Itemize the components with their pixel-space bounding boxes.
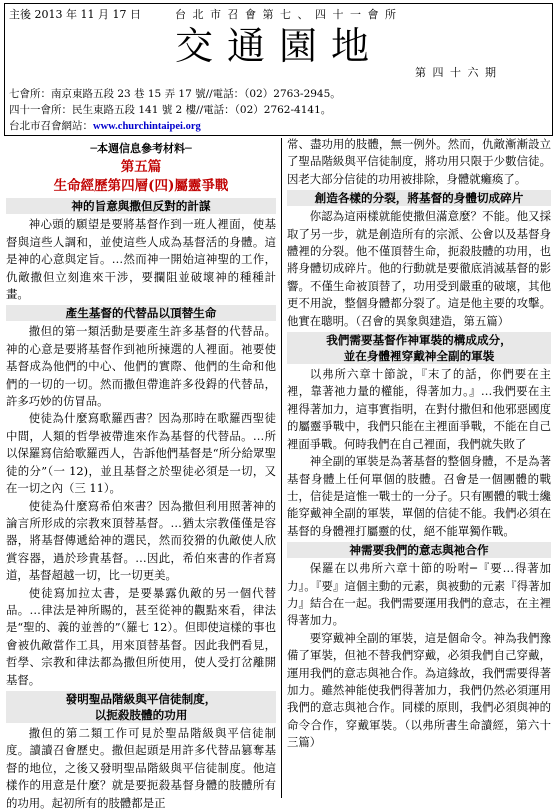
- issue-number: 第 四 十 六 期: [415, 66, 498, 79]
- section-heading-line: 發明聖品階級與平信徒制度，: [65, 691, 217, 706]
- paragraph: 使徒寫加拉太書，是要暴露仇敵的另一個代替品。…律法是神所賜的，甚至從神的觀點來看，律法是“聖的、義的並善的”（羅七 12）。但即使這樣的事也會被仇敵當作工具，用來頂替基督。因此我們看見，哲學、宗教和律法都為撒但所使用，使人受打岔離開基督。: [6, 585, 276, 687]
- chapter-title: 生命經歷第四層(四)屬靈爭戰: [53, 178, 229, 195]
- section-heading: [6, 691, 276, 723]
- section-heading: [287, 332, 551, 364]
- section-heading-line: 以扼殺肢體的功用: [94, 707, 188, 722]
- column-divider: [281, 138, 282, 798]
- website-label: 台北市召會網站：: [9, 120, 93, 132]
- section-heading-line: 我們需要基督作神軍裝的構成成分，: [326, 333, 512, 348]
- paragraph: 保羅在以弗所六章十節的吩咐─『要…得著加力』。『要』這個主動的元素，與被動的元素『得著加力』結合在一起。我們需要運用我們的意志，在主裡得著加力。: [287, 561, 551, 628]
- masthead: [4, 3, 553, 136]
- bulletin-title: 交通園地: [175, 24, 384, 68]
- right-column: [287, 136, 551, 752]
- paragraph: 以弗所六章十節說，『末了的話，你們要在主裡，靠著祂力量的權能，得著加力。』…我們要在主裡得著加力，這事實指明，在對付撒但和他邪惡國度的屬靈爭戰中，我們只能在主裡面爭戰，不能在自己裡面爭戰。何時我們在自己裡面，我們就失敗了: [287, 367, 551, 451]
- section-heading: 產生基督的代替品以頂替生命: [6, 305, 276, 321]
- paragraph: 使徒為什麼寫希伯來書？因為撒但利用照著神的論言所形成的宗教來頂替基督。…猶太宗教僅僅是容器，將基督傳遞給神的選民，然而狡猾的仇敵使人欣賞容器，過於珍貴基督。…因此，希伯來書的作者寫道，基督超越一切，比一切更美。: [6, 498, 276, 583]
- paragraph: 要穿戴神全副的軍裝，這是個命令。神為我們豫備了軍裝，但祂不替我們穿戴，必須我們自己穿戴，運用我們的意志與祂合作。為這緣故，我們需要得著加力。雖然神能使我們得著加力，我們仍然必須運用我們的意志與祂合作。同樣的原則，我們必須與神的命令合作，穿戴軍裝。（以弗所書生命讀經，第六十三篇）: [287, 630, 551, 750]
- paragraph: 你認為這兩樣就能使撒但滿意麼？不能。他又採取了另一步，就是創造所有的宗派、公會以及基督身體裡的分裂。他不僅頂替生命，扼殺肢體的功用，也將身體切成碎片。他的行動就是要徹底消滅基督的影響。不僅生命被頂替了，功用受到嚴重的破壞，其他更不用說，整個身體都分裂了。這是他主要的攻擊。他實在聰明。（召會的異象與建造，第五篇）: [287, 209, 551, 328]
- page: [4, 3, 553, 810]
- chapter-number: 第五篇: [120, 159, 162, 176]
- reference-label: ─本週信息參考材料─: [90, 142, 192, 155]
- church-name: 台 北 市 召 會 第 七 、 四 十 一 會 所: [175, 8, 398, 21]
- paragraph: 撒但的第一類活動是要產生許多基督的代替品。神的心意是要將基督作到祂所揀選的人裡面。祂要使基督成為他們的中心、他們的實際、他們的生命和他們的一切的一切。然而撒但帶進許多役鍀的代替品，許多巧妙的仿冒品。: [6, 324, 276, 409]
- section-heading: 神需要我們的意志與祂合作: [287, 542, 551, 558]
- section-heading: 創造各樣的分裂，將基督的身體切成碎片: [287, 190, 551, 206]
- address-hall-7: 七會所：南京東路五段 23 巷 15 弄 17 號//電話：（02）2763-2945。: [9, 88, 341, 100]
- left-column: [6, 140, 276, 812]
- paragraph: 使徒為什麼寫歌羅西書？因為那時在歌羅西聖徒中間，人類的哲學被帶進來作為基督的代替品。…所以保羅寫信給歌羅西人，告訴他們基督是“所分給眾聖徒的分”（一 12)，並且基督之於聖徒必須是一切，又在一切之內（三 11）。: [6, 411, 276, 496]
- paragraph: 神全副的軍裝是為著基督的整個身體，不是為著基督身體上任何單個的肢體。召會是一個團體的戰士，信徒是這惟一戰士的一分子。只有團體的戰士纔能穿戴神全副的軍裝，單個的信徒不能。我們必須在基督的身體裡打屬靈的仗，絕不能單獨作戰。: [287, 454, 551, 538]
- website-line: [9, 118, 201, 133]
- issue-date: 主後 2013 年 11 月 17 日: [9, 8, 141, 21]
- paragraph: 撒但的第二類工作可見於聖品階級與平信徒制度。讀讀召會歷史。撒但起頭是用許多代替品篡奪基督的地位，之後又發明聖品階級與平信徒制度。他這樣作的用意是什麼？就是要扼殺基督身體的肢體所有的功用。起初所有的肢體都是正: [6, 725, 276, 810]
- section-heading: 神的旨意與撒但反對的計謀: [6, 198, 276, 214]
- website-link[interactable]: www.churchintaipei.org: [93, 121, 201, 132]
- section-heading-line: 並在身體裡穿戴神全副的軍裝: [343, 349, 495, 364]
- address-hall-41: 四十一會所：民生東路五段 141 號 2 樓//電話：（02）2762-4141。: [9, 104, 332, 116]
- paragraph: 神心頭的願望是要將基督作到一班人裡面，使基督與這些人調和，並使這些人成為基督活的身體。這是神的心意與定旨。…然而神一開始這神聖的工作，仇敵撒但立刻進來干涉，要攔阻並破壞神的種種計畫。: [6, 217, 276, 302]
- paragraph-continued: 常、盡功用的肢體，無一例外。然而，仇敵漸漸設立了聖品階級與平信徒制度，將功用只限于少數信徒。因老大部分信徒的功用被排除，身體就癱瘓了。: [287, 137, 551, 186]
